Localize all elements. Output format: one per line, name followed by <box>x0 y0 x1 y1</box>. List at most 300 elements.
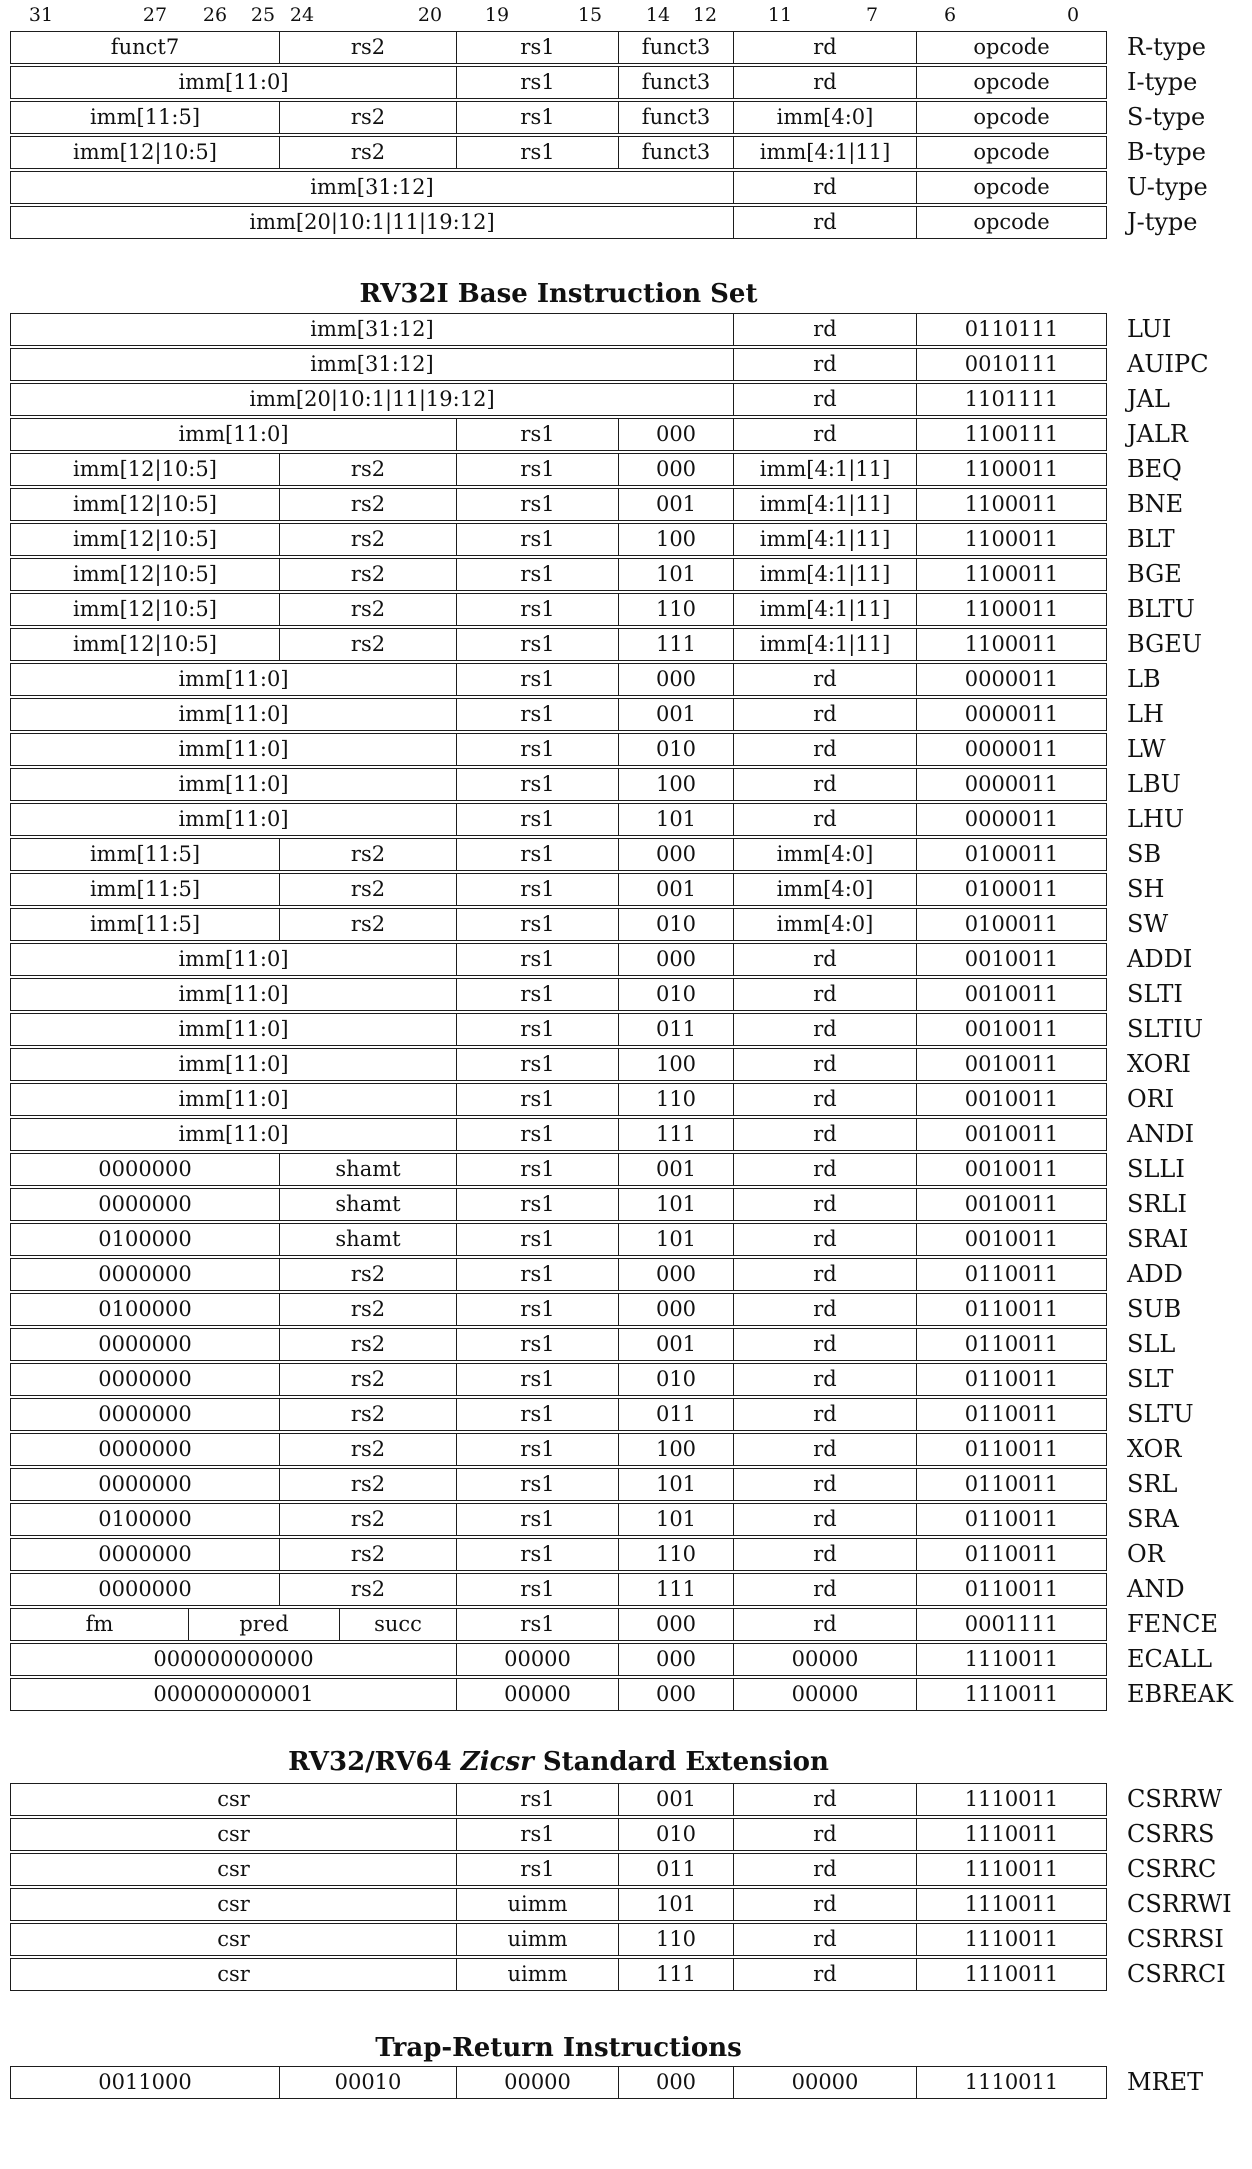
instruction-row <box>10 1398 1233 1431</box>
instruction-row <box>10 1853 1232 1886</box>
field-cell: 110 <box>618 1084 733 1115</box>
instruction-row <box>10 1048 1233 1081</box>
field-cell: rs1 <box>456 664 618 695</box>
field-cell: shamt <box>279 1189 456 1220</box>
bitfield-row-box <box>10 558 1107 591</box>
field-cell: pred <box>188 1609 339 1640</box>
field-cell: 00000 <box>733 2067 916 2098</box>
row-label: LBU <box>1127 770 1181 798</box>
field-cell: 0110011 <box>916 1329 1106 1360</box>
bit-number-label: 0 <box>1066 4 1080 26</box>
field-cell: rs1 <box>456 524 618 555</box>
field-cell: imm[4:1|11] <box>733 524 916 555</box>
format-row <box>10 66 1208 99</box>
instruction-row <box>10 768 1233 801</box>
field-cell: rs2 <box>279 1259 456 1290</box>
field-cell: 0000011 <box>916 769 1106 800</box>
field-cell: 0001111 <box>916 1609 1106 1640</box>
instruction-row <box>10 1888 1232 1921</box>
field-cell: funct3 <box>618 32 733 63</box>
field-cell: shamt <box>279 1224 456 1255</box>
field-cell: rd <box>733 1119 916 1150</box>
instruction-row <box>10 1363 1233 1396</box>
field-cell: opcode <box>916 32 1106 63</box>
instruction-row <box>10 593 1233 626</box>
field-cell: 101 <box>618 1469 733 1500</box>
field-cell: imm[11:0] <box>178 1052 289 1076</box>
field-cell: rs2 <box>279 839 456 870</box>
row-label: SLTI <box>1127 980 1183 1008</box>
bitfield-row-box <box>10 698 1107 731</box>
field-cell: rd <box>733 769 916 800</box>
field-cell: rd <box>733 734 916 765</box>
bitfield-row-box <box>10 66 1107 99</box>
field-cell: imm[11:5] <box>89 105 201 129</box>
field-cell: rd <box>733 1224 916 1255</box>
instruction-row <box>10 2066 1203 2099</box>
field-cell: 0010111 <box>916 349 1106 380</box>
field-cell: 1100011 <box>916 629 1106 660</box>
bitfield-row-box <box>10 171 1107 204</box>
field-cell: imm[4:0] <box>733 874 916 905</box>
field-cell: funct7 <box>110 35 180 59</box>
field-cell: opcode <box>916 67 1106 98</box>
field-cell: imm[11:0] <box>178 1122 289 1146</box>
field-cell: 011 <box>618 1854 733 1885</box>
row-label: CSRRC <box>1127 1855 1217 1883</box>
field-cell: rd <box>733 699 916 730</box>
field-cell: 1110011 <box>916 1784 1106 1815</box>
field-cell: imm[11:0] <box>178 702 289 726</box>
field-cell: rd <box>733 1049 916 1080</box>
field-cell: imm[31:12] <box>310 352 434 376</box>
field-cell: 0110011 <box>916 1294 1106 1325</box>
field-cell: imm[4:0] <box>733 102 916 133</box>
field-cell: rd <box>733 1574 916 1605</box>
instruction-row <box>10 1153 1233 1186</box>
field-cell: rs1 <box>456 1469 618 1500</box>
field-cell: 100 <box>618 1049 733 1080</box>
field-cell: rs2 <box>279 489 456 520</box>
field-cell: rd <box>733 1819 916 1850</box>
field-cell: 000000000000 <box>153 1647 314 1671</box>
field-cell: 0000000 <box>98 1577 192 1601</box>
field-cell: csr <box>217 1962 250 1986</box>
row-label: BGEU <box>1127 630 1202 658</box>
field-cell: 0000000 <box>98 1472 192 1496</box>
field-cell: 111 <box>618 1959 733 1990</box>
field-cell: 00010 <box>279 2067 456 2098</box>
field-cell: 010 <box>618 979 733 1010</box>
field-cell: 0100011 <box>916 909 1106 940</box>
bit-number-label: 11 <box>767 4 793 26</box>
row-label: I-type <box>1127 68 1198 96</box>
format-row <box>10 101 1208 134</box>
field-cell: rs1 <box>456 1224 618 1255</box>
instruction-row <box>10 1468 1233 1501</box>
field-cell: 0010011 <box>916 1049 1106 1080</box>
bit-number-label: 27 <box>142 4 168 26</box>
field-cell: imm[20|10:1|11|19:12] <box>249 210 495 234</box>
row-label: CSRRSI <box>1127 1925 1224 1953</box>
field-cell: imm[31:12] <box>310 175 434 199</box>
bitfield-row-box <box>10 1503 1107 1536</box>
instruction-row <box>10 1678 1233 1711</box>
field-cell: 0010011 <box>916 1014 1106 1045</box>
row-label: J-type <box>1127 208 1198 236</box>
bitfield-row-box <box>10 1328 1107 1361</box>
field-cell: 0000000 <box>98 1157 192 1181</box>
instruction-row <box>10 838 1233 871</box>
bit-number-label: 7 <box>865 4 879 26</box>
field-cell: rd <box>733 32 916 63</box>
bitfield-row-box <box>10 838 1107 871</box>
field-cell: rs1 <box>456 67 618 98</box>
instruction-row <box>10 1293 1233 1326</box>
field-cell: rs1 <box>456 944 618 975</box>
field-cell: 0010011 <box>916 1189 1106 1220</box>
field-cell: opcode <box>916 207 1106 238</box>
field-cell: opcode <box>916 172 1106 203</box>
field-cell: 0100011 <box>916 874 1106 905</box>
field-cell: 0010011 <box>916 1154 1106 1185</box>
field-cell: 1110011 <box>916 1644 1106 1675</box>
row-label: JALR <box>1127 420 1188 448</box>
field-cell: rd <box>733 1294 916 1325</box>
instruction-format-table <box>10 31 1208 241</box>
field-cell: rd <box>733 979 916 1010</box>
field-cell: rs1 <box>456 1329 618 1360</box>
field-cell: rd <box>733 1959 916 1990</box>
instruction-row <box>10 1783 1232 1816</box>
field-cell: rs1 <box>456 489 618 520</box>
field-cell: 1100111 <box>916 419 1106 450</box>
bitfield-row-box <box>10 136 1107 169</box>
field-cell: 0100000 <box>98 1227 192 1251</box>
field-cell: 0110011 <box>916 1434 1106 1465</box>
field-cell: rd <box>733 1434 916 1465</box>
field-cell: 101 <box>618 1224 733 1255</box>
field-cell: 010 <box>618 909 733 940</box>
field-cell: 1101111 <box>916 384 1106 415</box>
field-cell: 0000011 <box>916 734 1106 765</box>
trap-return-section-title: Trap-Return Instructions <box>375 2033 742 2063</box>
instruction-row <box>10 523 1233 556</box>
field-cell: imm[20|10:1|11|19:12] <box>249 387 495 411</box>
row-label: CSRRCI <box>1127 1960 1226 1988</box>
bit-number-label: 26 <box>202 4 228 26</box>
instruction-row <box>10 663 1233 696</box>
instruction-row <box>10 978 1233 1011</box>
row-label: XOR <box>1127 1435 1182 1463</box>
field-cell: 010 <box>618 1364 733 1395</box>
field-cell: 1110011 <box>916 1924 1106 1955</box>
field-cell: rd <box>733 207 916 238</box>
row-label: BLT <box>1127 525 1175 553</box>
field-cell: imm[11:0] <box>178 422 289 446</box>
field-cell: 010 <box>618 734 733 765</box>
zicsr-title-suffix: Standard Extension <box>533 1747 829 1777</box>
row-label: SH <box>1127 875 1165 903</box>
bit-number-label: 15 <box>577 4 603 26</box>
field-cell: 0110111 <box>916 314 1106 345</box>
bitfield-row-box <box>10 1888 1107 1921</box>
zicsr-title-italic: Zicsr <box>460 1747 534 1777</box>
bitfield-row-box <box>10 978 1107 1011</box>
field-cell: 001 <box>618 1784 733 1815</box>
instruction-row <box>10 803 1233 836</box>
bit-number-label: 25 <box>250 4 276 26</box>
field-cell: imm[11:0] <box>178 1087 289 1111</box>
bit-number-label: 24 <box>289 4 315 26</box>
bitfield-row-box <box>10 803 1107 836</box>
bitfield-row-box <box>10 768 1107 801</box>
field-cell: 0110011 <box>916 1364 1106 1395</box>
field-cell: 111 <box>618 1119 733 1150</box>
field-cell: rs2 <box>279 524 456 555</box>
field-cell: 1110011 <box>916 1889 1106 1920</box>
row-label: CSRRW <box>1127 1785 1223 1813</box>
field-cell: 000 <box>618 944 733 975</box>
bitfield-row-box <box>10 453 1107 486</box>
field-cell: shamt <box>279 1154 456 1185</box>
field-cell: rs1 <box>456 979 618 1010</box>
field-cell: rs1 <box>456 1294 618 1325</box>
field-cell: imm[11:0] <box>178 1017 289 1041</box>
bitfield-row-box <box>10 1048 1107 1081</box>
bitfield-row-box <box>10 101 1107 134</box>
instruction-row <box>10 348 1233 381</box>
field-cell: rs1 <box>456 1259 618 1290</box>
row-label: LB <box>1127 665 1161 693</box>
row-label: FENCE <box>1127 1610 1219 1638</box>
field-cell: funct3 <box>618 137 733 168</box>
field-cell: 000000000001 <box>153 1682 314 1706</box>
field-cell: imm[12|10:5] <box>73 492 217 516</box>
row-label: LW <box>1127 735 1166 763</box>
row-label: BEQ <box>1127 455 1182 483</box>
row-label: ADD <box>1127 1260 1183 1288</box>
instruction-row <box>10 628 1233 661</box>
field-cell: 001 <box>618 1154 733 1185</box>
field-cell: rs1 <box>456 1854 618 1885</box>
field-cell: opcode <box>916 137 1106 168</box>
field-cell: rs1 <box>456 734 618 765</box>
bitfield-row-box <box>10 2066 1107 2099</box>
bitfield-row-box <box>10 1818 1107 1851</box>
field-cell: 111 <box>618 1574 733 1605</box>
field-cell: rd <box>733 1924 916 1955</box>
instruction-row <box>10 558 1233 591</box>
row-label: SRL <box>1127 1470 1178 1498</box>
format-row <box>10 31 1208 64</box>
field-cell: rs1 <box>456 839 618 870</box>
field-cell: 000 <box>618 664 733 695</box>
field-cell: 00000 <box>733 1644 916 1675</box>
field-cell: rs1 <box>456 874 618 905</box>
field-cell: rd <box>733 1609 916 1640</box>
field-cell: imm[11:5] <box>89 877 201 901</box>
field-cell: 110 <box>618 1924 733 1955</box>
field-cell: imm[4:1|11] <box>733 454 916 485</box>
field-cell: 0110011 <box>916 1259 1106 1290</box>
field-cell: rs1 <box>456 419 618 450</box>
row-label: SLT <box>1127 1365 1174 1393</box>
zicsr-section-title <box>10 1747 1107 1777</box>
field-cell: 1110011 <box>916 1959 1106 1990</box>
format-row <box>10 171 1208 204</box>
bitfield-row-box <box>10 313 1107 346</box>
field-cell: 001 <box>618 489 733 520</box>
bitfield-row-box <box>10 1608 1107 1641</box>
row-label: JAL <box>1127 385 1170 413</box>
field-cell: rd <box>733 314 916 345</box>
field-cell: rs1 <box>456 137 618 168</box>
bitfield-row-box <box>10 383 1107 416</box>
field-cell: 101 <box>618 1189 733 1220</box>
instruction-row <box>10 1188 1233 1221</box>
row-label: SW <box>1127 910 1169 938</box>
field-cell: 0010011 <box>916 1224 1106 1255</box>
field-cell: opcode <box>916 102 1106 133</box>
instruction-row <box>10 453 1233 486</box>
field-cell: rs2 <box>279 1539 456 1570</box>
bitfield-row-box <box>10 1188 1107 1221</box>
field-cell: rs2 <box>279 1329 456 1360</box>
bitfield-row-box <box>10 31 1107 64</box>
field-cell: rs2 <box>279 1469 456 1500</box>
field-cell: 110 <box>618 594 733 625</box>
field-cell: 101 <box>618 804 733 835</box>
field-cell: 000 <box>618 1679 733 1710</box>
field-cell: uimm <box>456 1959 618 1990</box>
field-cell: 000 <box>618 1259 733 1290</box>
field-cell: rs1 <box>456 1049 618 1080</box>
field-cell: csr <box>217 1892 250 1916</box>
field-cell: 0110011 <box>916 1539 1106 1570</box>
field-cell: rd <box>733 1784 916 1815</box>
field-cell: 111 <box>618 629 733 660</box>
field-cell: rd <box>733 1014 916 1045</box>
field-cell: rs1 <box>456 1434 618 1465</box>
field-cell: imm[11:5] <box>89 842 201 866</box>
field-cell: 1110011 <box>916 1819 1106 1850</box>
field-cell: rd <box>733 1854 916 1885</box>
field-cell: 0100000 <box>98 1297 192 1321</box>
field-cell: rd <box>733 944 916 975</box>
row-label: BGE <box>1127 560 1182 588</box>
field-cell: rs1 <box>456 1014 618 1045</box>
field-cell: 0000011 <box>916 699 1106 730</box>
field-cell: rs2 <box>279 559 456 590</box>
row-label: SUB <box>1127 1295 1182 1323</box>
field-cell: rs1 <box>456 1364 618 1395</box>
bitfield-row-box <box>10 1573 1107 1606</box>
field-cell: rd <box>733 384 916 415</box>
field-cell: rs1 <box>456 454 618 485</box>
bitfield-row-box <box>10 1083 1107 1116</box>
field-cell: funct3 <box>618 67 733 98</box>
row-label: LH <box>1127 700 1164 728</box>
row-label: ORI <box>1127 1085 1175 1113</box>
field-cell: rd <box>733 67 916 98</box>
field-cell: imm[11:5] <box>89 912 201 936</box>
field-cell: 000 <box>618 1644 733 1675</box>
instruction-row <box>10 1818 1232 1851</box>
field-cell: rs1 <box>456 699 618 730</box>
bit-number-label: 6 <box>943 4 957 26</box>
field-cell: 100 <box>618 769 733 800</box>
field-cell: rs1 <box>456 804 618 835</box>
field-cell: rs1 <box>456 1574 618 1605</box>
bit-number-label: 19 <box>484 4 510 26</box>
field-cell: rd <box>733 1399 916 1430</box>
field-cell: rs1 <box>456 102 618 133</box>
field-cell: rd <box>733 1329 916 1360</box>
bitfield-row-box <box>10 1223 1107 1256</box>
field-cell: 0110011 <box>916 1469 1106 1500</box>
field-cell: rs2 <box>279 1434 456 1465</box>
field-cell: rd <box>733 419 916 450</box>
format-row <box>10 136 1208 169</box>
row-label: SLLI <box>1127 1155 1185 1183</box>
field-cell: rs1 <box>456 629 618 660</box>
field-cell: csr <box>217 1787 250 1811</box>
row-label: SB <box>1127 840 1162 868</box>
field-cell: rs1 <box>456 32 618 63</box>
row-label: BLTU <box>1127 595 1195 623</box>
bitfield-row-box <box>10 1363 1107 1396</box>
field-cell: 1110011 <box>916 1679 1106 1710</box>
instruction-row <box>10 1013 1233 1046</box>
field-cell: uimm <box>456 1924 618 1955</box>
field-cell: rd <box>733 1889 916 1920</box>
instruction-row <box>10 1433 1233 1466</box>
row-label: SRA <box>1127 1505 1179 1533</box>
bit-position-ruler <box>0 4 1252 30</box>
bitfield-row-box <box>10 1433 1107 1466</box>
field-cell: 101 <box>618 1504 733 1535</box>
field-cell: rd <box>733 172 916 203</box>
row-label: AND <box>1127 1575 1185 1603</box>
field-cell: 100 <box>618 524 733 555</box>
instruction-row <box>10 1958 1232 1991</box>
bitfield-row-box <box>10 418 1107 451</box>
field-cell: rs1 <box>456 769 618 800</box>
field-cell: csr <box>217 1857 250 1881</box>
field-cell: 0010011 <box>916 1084 1106 1115</box>
format-row <box>10 206 1208 239</box>
field-cell: 110 <box>618 1539 733 1570</box>
instruction-row <box>10 1538 1233 1571</box>
field-cell: 000 <box>618 454 733 485</box>
bitfield-row-box <box>10 1293 1107 1326</box>
field-cell: 0000011 <box>916 804 1106 835</box>
field-cell: rs2 <box>279 102 456 133</box>
field-cell: 0000000 <box>98 1332 192 1356</box>
field-cell: rd <box>733 349 916 380</box>
bitfield-row-box <box>10 206 1107 239</box>
field-cell: 1100011 <box>916 454 1106 485</box>
field-cell: imm[4:0] <box>733 909 916 940</box>
row-label: XORI <box>1127 1050 1191 1078</box>
row-label: CSRRS <box>1127 1820 1215 1848</box>
field-cell: 0000011 <box>916 664 1106 695</box>
bitfield-row-box <box>10 523 1107 556</box>
bitfield-row-box <box>10 943 1107 976</box>
field-cell: rs1 <box>456 909 618 940</box>
field-cell: imm[12|10:5] <box>73 527 217 551</box>
